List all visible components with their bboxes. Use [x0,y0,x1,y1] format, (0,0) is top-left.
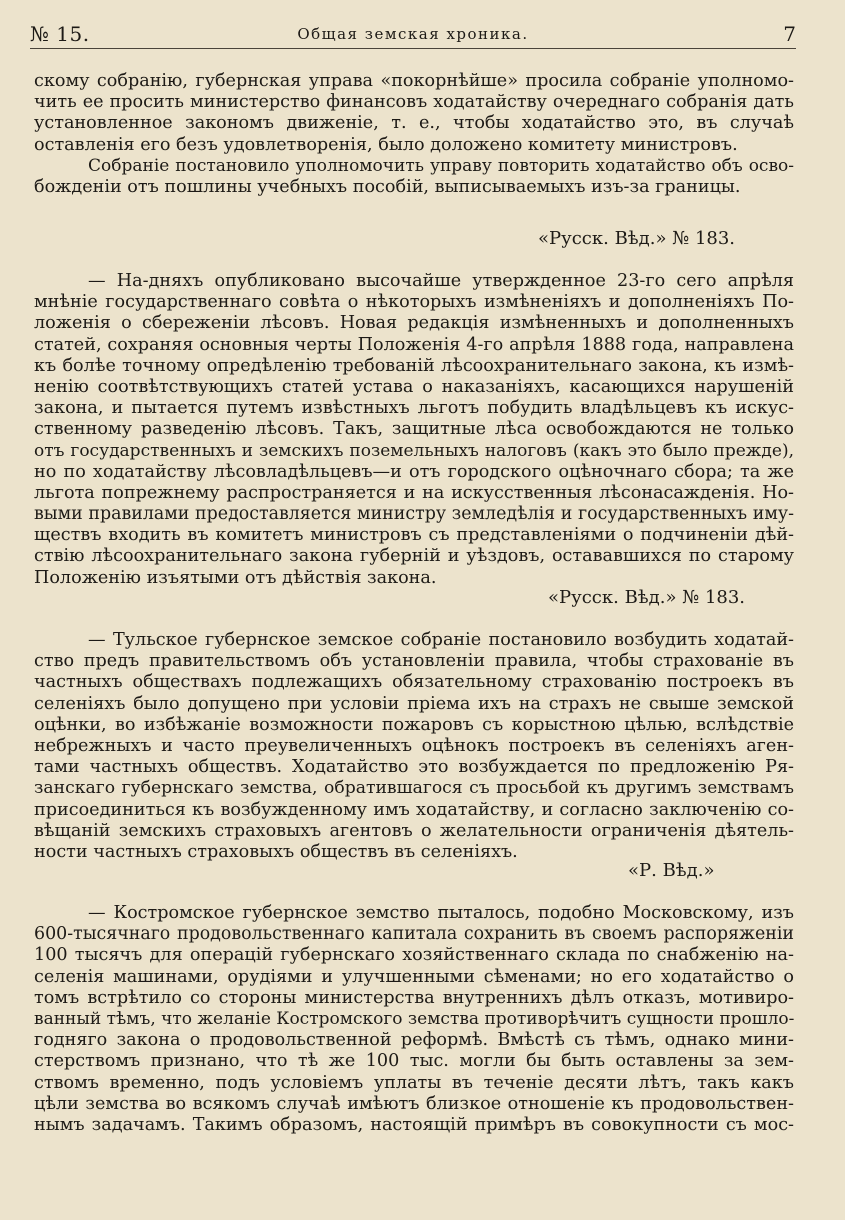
text-line: ствомъ временно, подъ условіемъ уплаты въ теченіе десяти лѣтъ, такъ какъ [34,1072,794,1093]
text-line: присоединиться къ возбужденному имъ ходатайству, и согласно заключенію со- [34,799,794,820]
text-line: — На-дняхъ опубликовано высочайше утвержденное 23-го сего апрѣля [88,271,794,291]
text-line: годняго закона о продовольственной реформѣ. Вмѣстѣ съ тѣмъ, однако мини- [34,1030,794,1051]
text-line: 600-тысячнаго продовольственнаго капитала сохранить въ своемъ распоряженіи [34,924,794,945]
text-line: нымъ задачамъ. Такимъ образомъ, настоящій примѣръ въ совокупности съ мос- [34,1114,794,1135]
text-line: Собраніе постановило уполномочить управу повторить ходатайство объ осво- [88,155,794,176]
text-line: частныхъ обществахъ подлежащихъ обязательному страхованію построекъ въ [34,672,794,693]
text-line: — Тульское губернское земское собраніе постановило возбудить ходатай- [88,630,794,650]
text-line: льгота попрежнему распространяется и на искусственныя лѣсонасажденія. Но- [34,482,794,503]
header-rule [30,48,796,49]
article-tula-insurance [34,630,794,863]
text-line: ности частныхъ страховыхъ обществъ въ селеніяхъ. [34,841,518,862]
text-line: божденіи отъ пошлины учебныхъ пособій, выписываемыхъ изъ-за границы. [34,176,741,197]
text-line: но по ходатайству лѣсовладѣльцевъ—и отъ городского оцѣночнаго сбора; та же [34,461,794,482]
text-line: Положенію изъятыми отъ дѣйствія закона. [34,567,437,588]
article-continuation [34,71,794,198]
text-line: занскаго губернскаго земства, обратившагося съ просьбой къ другимъ земствамъ [34,778,794,799]
article-forest-protection [34,271,794,589]
text-line: небрежныхъ и часто преувеличенныхъ оцѣнокъ построекъ въ селеніяхъ аген- [34,735,794,756]
text-line: — Костромское губернское земство пыталось, подобно Московскому, изъ [88,903,794,923]
text-line: оцѣнки, во избѣжаніе возможности пожаровъ съ корыстною цѣлью, вслѣдствіе [34,714,794,735]
text-line: 100 тысячъ для операцій губернскаго хозяйственнаго склада по снабженію на- [34,945,794,966]
text-line: ложенія о сбереженіи лѣсовъ. Новая редакція измѣненныхъ и дополненныхъ [34,313,794,334]
article-source: «Р. Вѣд.» [628,860,715,881]
text-line: ществъ входить въ комитетъ министровъ съ представленіями о подчиненіи дѣй- [34,525,794,546]
running-header [30,22,796,48]
text-line: селенія машинами, орудіями и улучшенными сѣменами; но его ходатайство о [34,966,794,987]
text-line: оставленія его безъ удовлетворенія, было доложено комитету министровъ. [34,134,738,155]
text-line: селеніяхъ было допущено при условіи пріема ихъ на страхъ не свыше земской [34,693,794,714]
text-line: цѣли земства во всякомъ случаѣ имѣютъ близкое отношеніе къ продовольствен- [34,1093,794,1114]
text-line: чить ее просить министерство финансовъ ходатайству очереднаго собранія дать [34,92,794,113]
text-line: вѣщаній земскихъ страховыхъ агентовъ о желательности ограниченія дѣятель- [34,820,794,841]
text-line: мнѣніе государственнаго совѣта о нѣкоторыхъ измѣненіяхъ и дополненіяхъ По- [34,292,794,313]
article-kostroma-capital [34,903,794,1136]
text-line: ствію лѣсоохранительнаго закона губерній и уѣздовъ, остававшихся по старому [34,546,794,567]
article-source: «Русск. Вѣд.» № 183. [538,228,736,249]
text-line: отъ государственныхъ и земскихъ поземельныхъ налоговъ (какъ это было прежде), [34,440,794,461]
text-line: ственному разведенію лѣсовъ. Такъ, защитные лѣса освобождаются не только [34,419,794,440]
text-line: томъ встрѣтило со стороны министерства внутреннихъ дѣлъ отказъ, мотивиро- [34,987,794,1008]
text-line: ванный тѣмъ, что желаніе Костромского земства противорѣчитъ сущности прошло- [34,1008,795,1029]
text-line: ненію соотвѣтствующихъ статей устава о наказаніяхъ, касающихся нарушеній [34,376,794,397]
page-number: 7 [783,22,796,46]
running-title: Общая земская хроника. [297,25,529,43]
text-line: тами частныхъ обществъ. Ходатайство это возбуждается по предложенію Ря- [34,757,794,778]
issue-number: № 15. [30,22,90,46]
text-line: установленное закономъ движеніе, т. е., чтобы ходатайство это, въ случаѣ [34,113,794,134]
text-line: скому собранію, губернская управа «покорнѣйше» просила собраніе уполномо- [34,71,794,91]
text-line: закона, и пытается путемъ извѣстныхъ льготъ побудить владѣльцевъ къ искус- [34,398,794,419]
article-source: «Русск. Вѣд.» № 183. [548,587,746,608]
text-line: выми правилами предоставляется министру земледѣлія и государственныхъ иму- [34,504,794,525]
text-line: стерствомъ признано, что тѣ же 100 тыс. могли бы быть оставлены за зем- [34,1051,794,1072]
text-line: статей, сохраняя основныя черты Положенія 4-го апрѣля 1888 года, направлена [34,334,794,355]
text-line: къ болѣе точному опредѣленію требованій лѣсоохранительнаго закона, къ измѣ- [34,355,794,376]
text-line: ство предъ правительствомъ объ установленіи правила, чтобы страхованіе въ [34,651,794,672]
